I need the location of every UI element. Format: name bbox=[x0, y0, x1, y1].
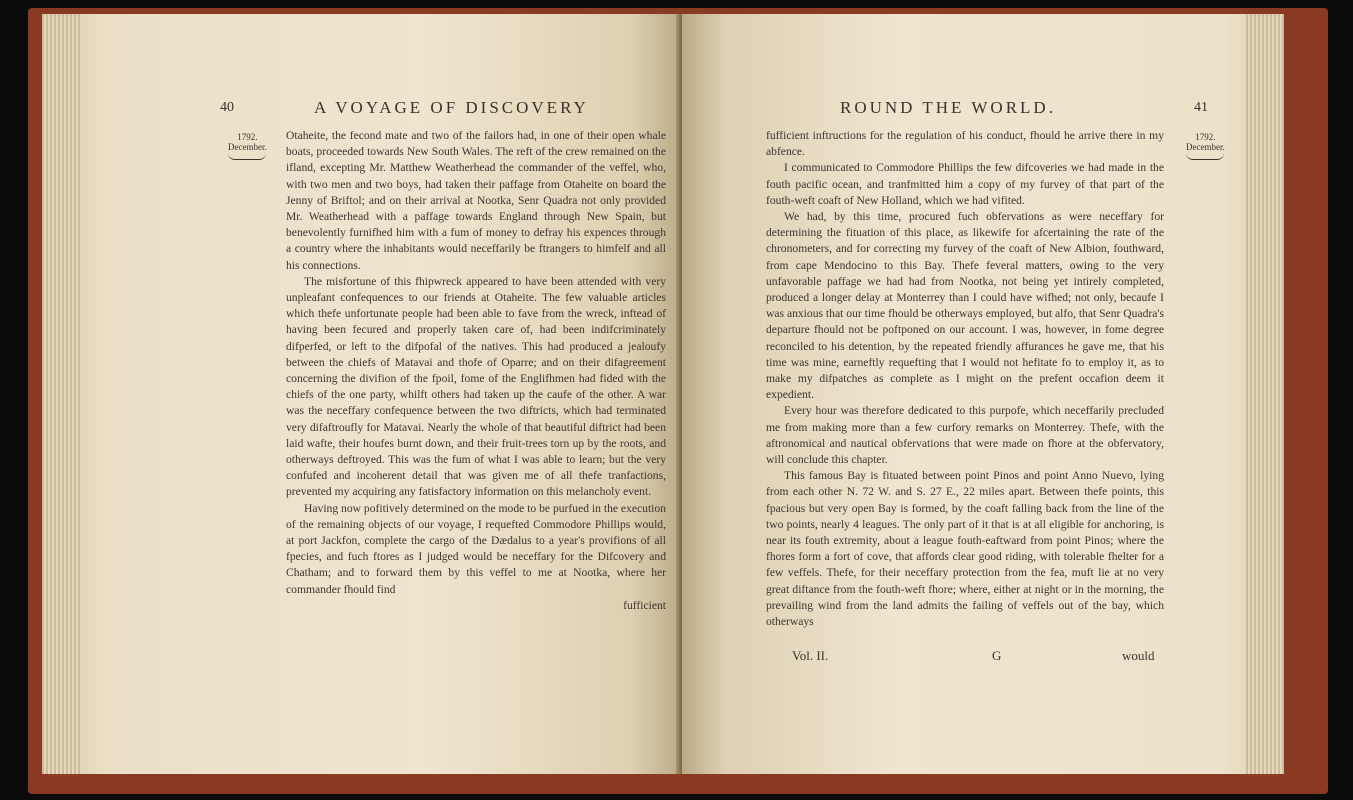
running-head: ROUND THE WORLD. bbox=[840, 98, 1056, 117]
margin-year: 1792. bbox=[237, 132, 258, 142]
paragraph: The misfortune of this fhipwreck appeared to have been attended with very unpleafant confequences to our friends at Otaheite. The few valuable articles which thefe unfortunate people had been able to fave from the wreck, inftead of having been fecured and properly taken care of, had been indifcriminately difperfed, or left to the difpofal of the natives. This had produced a jealoufy between the chiefs of Matavai and thofe of Oparre; and on their difagreement concerning the divifion of the fpoil, fome of the Englifhmen had fided with the chiefs of the one party, whilft others had taken up the caufe of the other. A war was the neceffary confequence between the two diftricts, which had terminated very difaftroufly for Matavai. Nearly the whole of that beautiful diftrict had been laid wafte, their houfes burnt down, and their fruit-trees torn up by the roots, and otherways deftroyed. This was the fum of what I was able to learn; but the very confufed and incoherent detail that was given me of all thefe tranfactions, prevented my acquiring any fatisfactory information on this melancholy event. bbox=[286, 274, 666, 499]
paragraph: I communicated to Commodore Phillips the few difcoveries we had made in the fouth pacific ocean, and tranfmitted him a copy of my furvey of that part of the fouth-weft coaft of New Holland, which we had vifited. bbox=[766, 161, 1164, 207]
footer-volume: Vol. II. bbox=[792, 648, 829, 663]
paragraph: Otaheite, the fecond mate and two of the failors had, in one of their open whale boats, proceeded towards New South Wales. The reft of the crew remained on the ifland, excepting Mr. Matthew Weatherhead the commander of the veffel, who, with two men and two boys, had taken their paffage from Otaheite on board the Jenny of Briftol; and on their arrival at Nootka, Senr Quadra not only provided Mr. Weatherhead with a paffage towards England through New Spain, but benevolently furnifhed him with a fum of money to defray his expences through a country where the inhabitants would neceffarily be ftrangers to himfelf and all his connections. bbox=[286, 129, 666, 272]
left-page bbox=[42, 14, 682, 774]
paragraph: fufficient inftructions for the regulation of his conduct, fhould he arrive there in my abfence. bbox=[766, 129, 1164, 159]
margin-brace bbox=[1186, 153, 1224, 160]
margin-date bbox=[1186, 132, 1225, 160]
catchword: would bbox=[1122, 648, 1155, 663]
right-body-text bbox=[766, 128, 1164, 630]
paragraph: Every hour was therefore dedicated to this purpofe, which neceffarily precluded me from making more than a few curfory remarks on Monterrey. Thefe, with the aftronomical and nautical obfervations that were made on fhore at the obfervatory, will conclude this chapter. bbox=[766, 404, 1164, 467]
page-edges bbox=[42, 14, 80, 774]
footer-signature: G bbox=[992, 648, 1002, 663]
paragraph: This famous Bay is fituated between point Pinos and point Anno Nuevo, lying from each other N. 72 W. and S. 27 E., 22 miles apart. Between thefe points, this fpacious but very open Bay is formed, by the coaft falling back from the line of the two points, nearly 4 leagues. The only part of it that is at all eligible for anchoring, is near its fouth extremity, about a league fouth-eaftward from point Pinos; where the fhores form a fort of cove, that affords clear good riding, with tolerable fhelter for a few veffels. Thefe, for their neceffary protection from the fea, muft lie at no very great diftance from the fouth-weft fhore; where, either at night or in the morning, the prevailing wind from the land admits the failing of veffels out of the bay, which otherways bbox=[766, 469, 1164, 629]
paragraph: We had, by this time, procured fuch obfervations as were neceffary for determining the fituation of this place, as likewife for afcertaining the rate of the chronometers, and for correcting my furvey of the coaft of New Albion, fouthward, from cape Mendocino to this Bay. Thefe feveral matters, owing to the very unfavorable paffage we had had from Nootka, not being yet intirely completed, produced a longer delay at Monterrey than I could have wifhed; not only, becaufe I was anxious that our time fhould be otherways employed, but alfo, that Senr Quadra's departure fhould not be poftponed on our account. I was, however, in fome degree reconciled to his detention, by the repeated friendly affurances he gave me, that his time was mine, earneftly requefting that I would not hefitate fo to employ it, as to make my difpatches as complete as I might on the prefent occafion deem it expedient. bbox=[766, 210, 1164, 402]
catchword: fufficient bbox=[623, 598, 666, 612]
page-edges bbox=[1246, 14, 1284, 774]
margin-year: 1792. bbox=[1195, 132, 1216, 142]
paragraph: Having now pofitively determined on the mode to be purfued in the execution of the remaining objects of our voyage, I requefted Commodore Phillips would, at port Jackfon, complete the cargo of the Dædalus to a year's provifions of all fpecies, and fuch ftores as I judged would be neceffary for the Difcovery and Chatham; and to forward them by this veffel to me at Nootka, where her commander fhould find bbox=[286, 501, 666, 596]
margin-month: December. bbox=[228, 142, 267, 152]
margin-date bbox=[228, 132, 267, 160]
right-page bbox=[682, 14, 1284, 774]
page-number: 40 bbox=[220, 100, 234, 115]
page-number: 41 bbox=[1194, 100, 1208, 115]
left-body-text bbox=[286, 128, 666, 614]
margin-brace bbox=[228, 153, 266, 160]
margin-month: December. bbox=[1186, 142, 1225, 152]
running-head: A VOYAGE OF DISCOVERY bbox=[314, 98, 589, 117]
